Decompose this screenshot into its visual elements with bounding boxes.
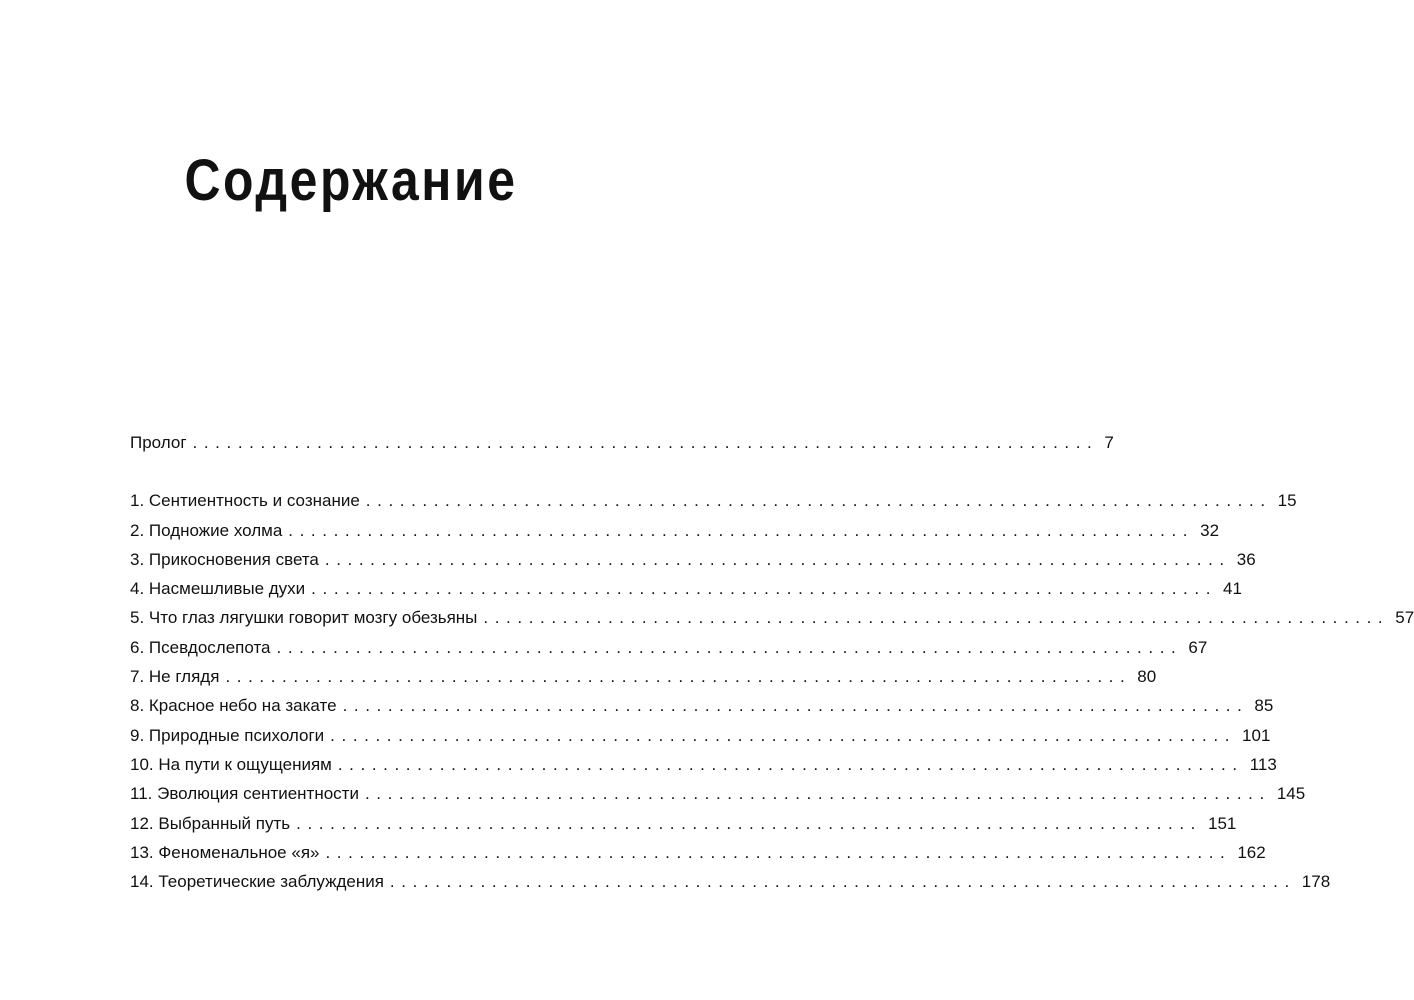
toc-entry-label: 12. Выбранный путь	[130, 813, 291, 833]
toc-page-number: 32	[1200, 520, 1220, 540]
toc-page-number: 67	[1188, 637, 1208, 657]
toc-entry	[130, 486, 1297, 515]
toc-entry	[130, 545, 1256, 574]
dot-leader: ................................................................................	[311, 579, 1218, 599]
toc-entry-label: 10. На пути к ощущениям	[130, 754, 332, 774]
toc-entry	[130, 574, 1242, 603]
toc-entry-label: 5. Что глаз лягушки говорит мозгу обезьяны	[130, 608, 478, 628]
toc-entry-label: Пролог	[130, 433, 187, 452]
toc-page-number: 178	[1301, 872, 1331, 892]
dot-leader: ................................................................................	[483, 608, 1390, 628]
toc-entry	[130, 721, 1271, 750]
toc-page-number: 15	[1277, 491, 1297, 511]
toc-entry	[130, 516, 1220, 545]
toc-entry-prologue	[130, 428, 1114, 457]
dot-leader: ................................................................................	[288, 520, 1195, 540]
dot-leader: ................................................................................	[337, 754, 1244, 774]
toc-entry-label: 9. Природные психологи	[130, 725, 325, 745]
page-title: Содержание	[184, 148, 518, 213]
dot-leader: ................................................................................	[365, 491, 1272, 511]
toc-page-number: 145	[1276, 784, 1306, 804]
toc-page-number: 36	[1236, 549, 1256, 569]
table-of-contents	[130, 428, 1414, 896]
toc-entry-label: 2. Подножие холма	[130, 520, 283, 540]
toc-page-number: 113	[1249, 754, 1277, 774]
toc-page-number: 151	[1207, 813, 1237, 833]
toc-entry	[130, 691, 1274, 720]
dot-leader: ................................................................................	[296, 813, 1202, 833]
toc-entry-label: 7. Не глядя	[130, 667, 220, 687]
toc-page-number: 85	[1254, 696, 1274, 716]
toc-entry-label: 13. Феноменальное «я»	[130, 842, 320, 862]
dot-leader: ................................................................................	[225, 667, 1132, 687]
toc-page-number: 80	[1137, 667, 1157, 687]
toc-page-number: 101	[1242, 725, 1271, 745]
toc-entry-label: 8. Красное небо на закате	[130, 696, 337, 716]
toc-entry	[130, 867, 1331, 896]
toc-entry	[130, 750, 1277, 779]
toc-entry	[130, 603, 1414, 632]
toc-page-number: 7	[1104, 433, 1114, 452]
toc-entry-label: 4. Насмешливые духи	[130, 579, 306, 599]
dot-leader: ................................................................................	[330, 725, 1237, 745]
dot-leader: ................................................................................	[389, 872, 1296, 892]
toc-entry-label: 11. Эволюция сентиентности	[130, 784, 359, 804]
toc-page-number: 162	[1237, 842, 1266, 862]
toc-entry-label: 1. Сентиентность и сознание	[130, 491, 360, 511]
dot-leader: ................................................................................	[276, 637, 1183, 657]
toc-entry	[130, 779, 1306, 808]
dot-leader: ................................................................................	[342, 696, 1249, 716]
toc-entry	[130, 838, 1266, 867]
toc-page-number: 57	[1395, 608, 1414, 628]
toc-entry-label: 3. Прикосновения света	[130, 549, 319, 569]
dot-leader: ................................................................................	[364, 784, 1271, 804]
toc-entry	[130, 809, 1237, 838]
toc-page-number: 41	[1223, 579, 1242, 599]
toc-entry	[130, 662, 1157, 691]
toc-entry-label: 14. Теоретические заблуждения	[130, 872, 384, 892]
dot-leader: ................................................................................	[324, 549, 1231, 569]
dot-leader: ................................................................................	[192, 433, 1099, 452]
toc-entry-label: 6. Псевдослепота	[130, 637, 271, 657]
dot-leader: ................................................................................	[325, 842, 1232, 862]
toc-entry	[130, 633, 1208, 662]
